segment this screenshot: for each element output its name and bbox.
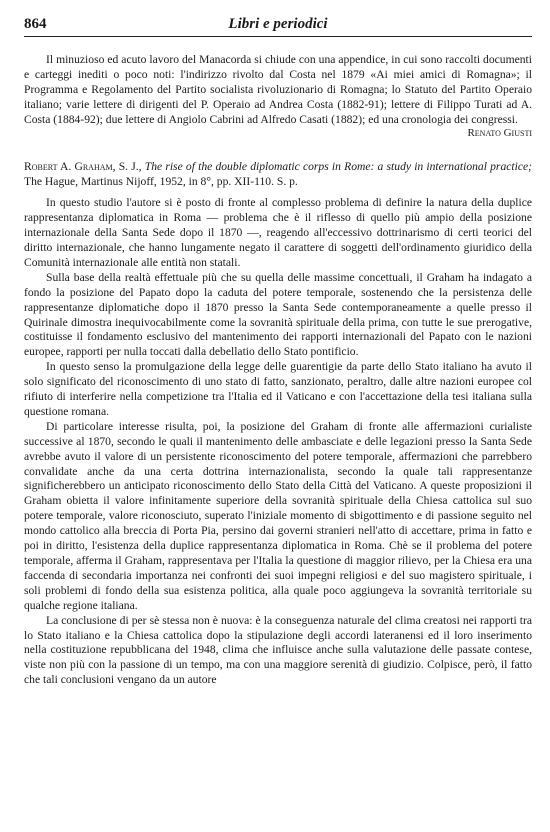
review-paragraph: Il minuzioso ed acuto lavoro del Manacorda si chiude con una appendice, in cui sono raccolti documenti e carteggi inediti o poco noti: l'indirizzo rivolto dal Costa nel 1879 «Ai miei amici di Romagna»; il Programma e Regolamento del Partito socialista rivoluzionario di Romagna; lo Statuto del Partito Operaio italiano; varie lettere di dirigenti del P. Operaio ad Andrea Costa (1882-91); lettere di Filippo Turati ad A. Costa (1884-92); due lettere di Angiolo Cabrini ad Alfredo Casati (1882); ed una cronologia dei congressi. — [24, 53, 532, 126]
page-header — [24, 14, 532, 37]
running-title: Libri e periodici — [228, 16, 328, 32]
bibliographic-reference — [24, 160, 532, 190]
review-manacorda — [24, 53, 532, 140]
review-paragraph: In questo senso la promulgazione della legge delle guarentigie da parte dello Stato italiano ha avuto il solo significato del riconoscimento di uno stato di fatto, sanzionato, peraltro, dalle altre nazioni europee col rifiuto di interferire nella competizione tra l'Italia ed il Vaticano e con l'accettazione della tesi italiana sulla questione romana. — [24, 360, 532, 418]
review-paragraph: Sulla base della realtà effettuale più che su quella delle massime concettuali, il Graham ha indagato a fondo la posizione del Papato dopo la caduta del potere temporale, sostenendo che la persistenza delle rappresentanze diplomatiche dopo il 1870 presso la Santa Sede contemporaneamente a quelle presso il Quirinale dimostra inequivocabilmente come la sovranità spirituale della prima, con tutte le sue prerogative, costituisse il fondamento esclusivo del mantenimento dei rapporti internazionali del Papato con le nazioni europee, rapporti per nulla toccati dalla debellatio dello Stato pontificio. — [24, 270, 532, 359]
page-number: 864 — [24, 16, 47, 32]
review-paragraph: In questo studio l'autore si è posto di fronte al complesso problema di definire la natura della duplice rappresentanza diplomatica in Roma — problema che è il riflesso di quello più ampio della posizione internazionale della Santa Sede dopo il 1870 —, reagendo all'eccessivo dottrinarismo di certi teorici del diritto internazionale, che hanno lungamente negato il carattere di soggetti dell'ordinamento giuridico della Comunità internazionale alle entità non statali. — [24, 196, 532, 269]
book-author: Robert A. Graham, S. J., — [24, 160, 142, 174]
review-paragraph: Di particolare interesse risulta, poi, la posizione del Graham di fronte alle affermazioni curialiste successive al 1870, secondo le quali il mantenimento delle ambasciate e delle legazioni presso la Santa Sede avrebbe avuto il valore di un persistente riconoscimento del potere temporale, affermazioni che parrebbero convalidate anche da una certa dottrina internazionalista, secondo la quale tali rappresentanze significherebbero un anticipato riconoscimento dello Stato della Città del Vaticano. A queste proposizioni il Graham obietta il valore infinitamente superiore della sovranità spirituale della Chiesa cattolica sul suo potere temporale, valore riconosciuto, superato l'iniziale momento di sbigottimento e di passione seguito nel mondo cattolico alla breccia di Porta Pia, persino dai governi stranieri nell'atto di accettare, prima in fatto e poi in diritto, l'esistenza della duplice rappresentanza diplomatica in Roma. Chè se il problema del potere temporale, afferma il Graham, rappresentava per l'Italia la questione di maggior rilievo, per la Chiesa era una faccenda di secondaria importanza nei confronti dei suoi impegni religiosi e del suo magistero spirituale, i soli problemi di fondo della sua esistenza politica, alla quale poco aggiungeva la sovranità territoriale su qualche regione italiana. — [24, 419, 532, 612]
review-paragraph: La conclusione di per sè stessa non è nuova: è la conseguenza naturale del clima creatosi nei rapporti tra lo Stato italiano e la Chiesa cattolica dopo la stipulazione degli accordi lateranensi ed il loro inserimento nella costituzione repubblicana del 1948, clima che influisce anche sulla valutazione delle passate contese, viste non più con la passione di un tempo, ma con una maggiore serenità di giudizio. Colpisce, però, il fatto che tali conclusioni vengano da un autore — [24, 613, 532, 687]
review-graham — [24, 160, 532, 688]
reviewer-signature: Renato Giusti — [467, 126, 532, 139]
book-publication: The Hague, Martinus Nijoff, 1952, in 8°, pp. XII-110. S. p. — [24, 175, 298, 189]
book-title: The rise of the double diplomatic corps in Rome: a study in international practice; — [144, 160, 532, 174]
